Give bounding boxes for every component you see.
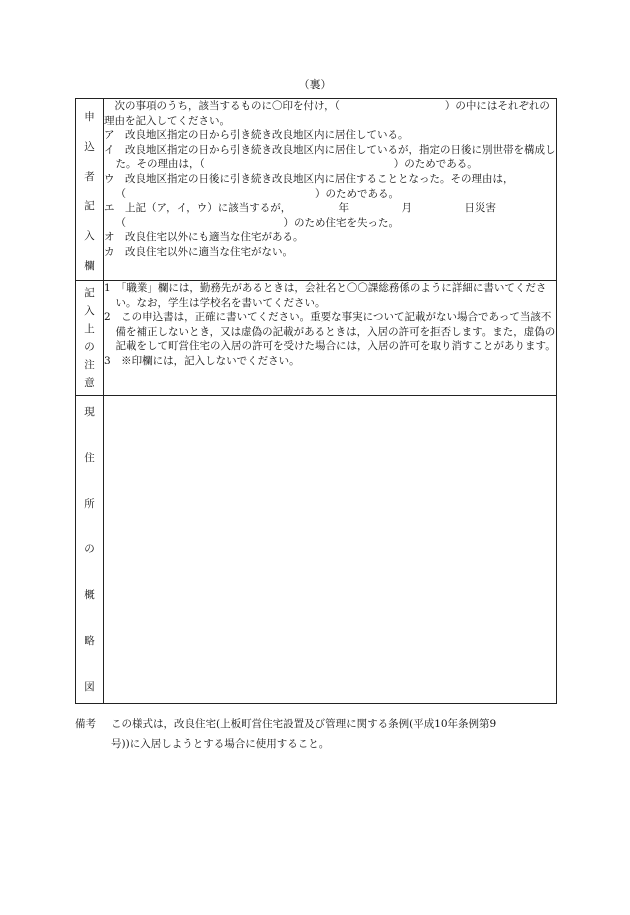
label-char: の (84, 543, 95, 556)
label-char: 所 (84, 497, 95, 510)
notes-section-row (76, 281, 557, 396)
label-char: 記 (84, 200, 95, 213)
label-char: 申 (84, 111, 95, 123)
notes-section-header (76, 281, 104, 396)
applicant-option-ka[interactable]: カ 改良住宅以外に適当な住宅がない。 (104, 245, 293, 258)
map-section-header (76, 396, 104, 704)
applicant-vertical-label (76, 99, 103, 280)
label-char: 入 (84, 230, 95, 243)
notes-vertical-label (76, 281, 103, 395)
label-char: 意 (84, 377, 95, 389)
label-char: 記 (84, 287, 95, 299)
remarks-line-2: 号))に入居しようとする場合に使用すること。 (111, 738, 330, 750)
label-char: 略 (84, 635, 95, 648)
map-vertical-label (76, 396, 103, 703)
applicant-option-u[interactable]: ウ 改良地区指定の日後に引き続き改良地区内に居住することとなった。その理由は，（ ）のためである。 (104, 172, 514, 200)
note-item-3: 3 ※印欄には，記入しないでください。 (104, 354, 300, 367)
applicant-section-content[interactable] (104, 99, 557, 281)
application-form-table (75, 98, 557, 704)
label-char: 上 (84, 323, 95, 335)
label-char: 住 (84, 451, 95, 464)
remarks (75, 714, 565, 754)
label-char: 欄 (84, 259, 95, 272)
applicant-section-row (76, 99, 557, 281)
notes-section-content (104, 281, 557, 396)
remarks-line-1: この様式は，改良住宅(上板町営住宅設置及び管理に関する条例(平成10年条例第9 (111, 718, 497, 730)
label-char: の (84, 341, 95, 353)
note-item-1: 1 「職業」欄には，勤務先があるときは，会社名と〇〇課総務係のように詳細に書いてください。なお，学生は学校名を書いてください。 (104, 282, 547, 309)
label-char: 現 (84, 406, 95, 418)
applicant-option-o[interactable]: オ 改良住宅以外にも適当な住宅がある。 (104, 231, 304, 244)
label-char: 概 (84, 589, 95, 602)
label-char: 者 (84, 170, 95, 183)
label-char: 込 (84, 140, 95, 153)
label-char: 注 (84, 359, 95, 371)
applicant-section-header (76, 99, 104, 281)
applicant-instruction: 次の事項のうち，該当するものに〇印を付け，（ ）の中にはそれぞれの理由を記入してください。 (104, 100, 550, 127)
label-char: 図 (84, 680, 95, 693)
remarks-label: 備考 (75, 718, 96, 730)
applicant-option-e[interactable]: エ 上記（ア，イ，ウ）に該当するが， 年 月 日災害（ ）のため住宅を失った。 (104, 202, 496, 229)
note-item-2: 2 この申込書は，正確に書いてください。重要な事実について記載がない場合であって当該不備を補正しないとき，又は虚偽の記載があるときは，入居の許可を拒否します。また，虚偽の記載をして町営住宅の入居の許可を受けた場合には，入居の許可を取り消すことがあります。 (104, 311, 556, 353)
map-drawing-area[interactable] (104, 396, 557, 704)
applicant-option-a[interactable]: ア 改良地区指定の日から引き続き改良地区内に居住している。 (104, 129, 409, 142)
map-section-row (76, 396, 557, 704)
page-title: （裏） (298, 78, 332, 91)
label-char: 入 (84, 305, 95, 317)
applicant-option-i[interactable]: イ 改良地区指定の日から引き続き改良地区内に居住しているが，指定の日後に別世帯を構成した。その理由は，（ ）のためである。 (104, 143, 556, 171)
